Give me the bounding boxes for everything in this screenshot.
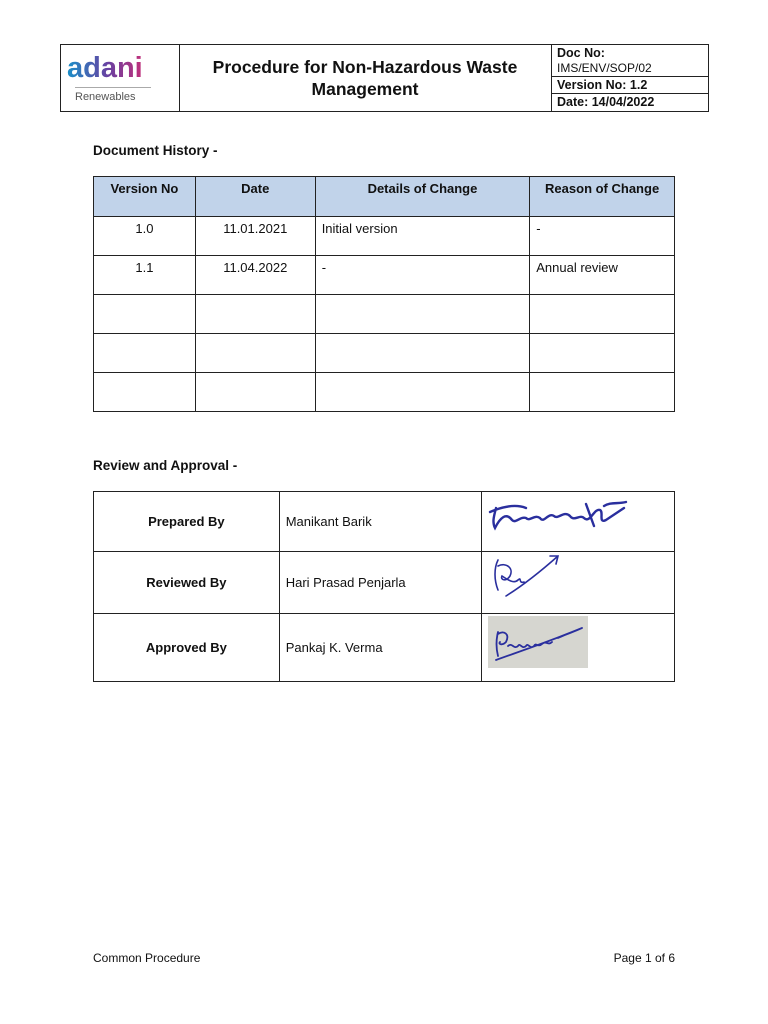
- date-row: Date: 14/04/2022: [557, 95, 655, 109]
- role-prepared-by: Prepared By: [94, 492, 280, 552]
- cell-date: 11.04.2022: [195, 256, 315, 295]
- history-header-row: [94, 177, 675, 217]
- cell-version: 1.1: [94, 256, 196, 295]
- cell-date: 11.01.2021: [195, 217, 315, 256]
- signature-image: [488, 552, 568, 600]
- cell-version: [94, 373, 196, 412]
- cell-date: [195, 334, 315, 373]
- table-row: [94, 614, 675, 682]
- page-number: Page 1 of 6: [613, 951, 675, 965]
- history-heading: Document History -: [93, 143, 218, 158]
- signature-cell-reviewed: [482, 552, 675, 614]
- table-row: [94, 373, 675, 412]
- table-row: [94, 492, 675, 552]
- cell-details: [315, 295, 530, 334]
- cell-reason: [530, 334, 675, 373]
- name-reviewed-by: Hari Prasad Penjarla: [279, 552, 482, 614]
- table-row: [94, 295, 675, 334]
- meta-cell: [551, 45, 708, 111]
- col-date: Date: [195, 177, 315, 217]
- logo-divider: [75, 87, 151, 88]
- signature-image: [488, 616, 588, 668]
- cell-details: -: [315, 256, 530, 295]
- cell-reason: [530, 295, 675, 334]
- cell-date: [195, 295, 315, 334]
- document-header: [60, 44, 709, 112]
- logo-wordmark: adani: [67, 52, 143, 83]
- name-prepared-by: Manikant Barik: [279, 492, 482, 552]
- col-version-no: Version No: [94, 177, 196, 217]
- version-row: Version No: 1.2: [551, 77, 708, 94]
- cell-version: 1.0: [94, 217, 196, 256]
- table-row: [94, 217, 675, 256]
- cell-details: [315, 334, 530, 373]
- cell-version: [94, 334, 196, 373]
- table-row: [94, 334, 675, 373]
- doc-no-row: [551, 45, 708, 77]
- doc-no-value: IMS/ENV/SOP/02: [557, 61, 652, 75]
- cell-reason: [530, 373, 675, 412]
- table-row: [94, 256, 675, 295]
- signature-image: [486, 498, 632, 534]
- col-details: Details of Change: [315, 177, 530, 217]
- signature-cell-approved: [482, 614, 675, 682]
- col-reason: Reason of Change: [530, 177, 675, 217]
- approval-table: [93, 491, 675, 682]
- approval-heading: Review and Approval -: [93, 458, 238, 473]
- doc-no-label: Doc No:: [557, 46, 605, 60]
- history-table: [93, 176, 675, 412]
- name-approved-by: Pankaj K. Verma: [279, 614, 482, 682]
- adani-logo: [67, 51, 173, 83]
- logo-cell: [61, 45, 180, 111]
- footer-label: Common Procedure: [93, 951, 201, 965]
- role-approved-by: Approved By: [94, 614, 280, 682]
- title-cell: [179, 45, 552, 111]
- role-reviewed-by: Reviewed By: [94, 552, 280, 614]
- cell-details: Initial version: [315, 217, 530, 256]
- cell-reason: Annual review: [530, 256, 675, 295]
- cell-version: [94, 295, 196, 334]
- table-row: [94, 552, 675, 614]
- cell-details: [315, 373, 530, 412]
- cell-reason: -: [530, 217, 675, 256]
- logo-subtitle: Renewables: [75, 91, 136, 103]
- signature-cell-prepared: [482, 492, 675, 552]
- cell-date: [195, 373, 315, 412]
- document-title: Procedure for Non-Hazardous Waste Management: [212, 57, 518, 99]
